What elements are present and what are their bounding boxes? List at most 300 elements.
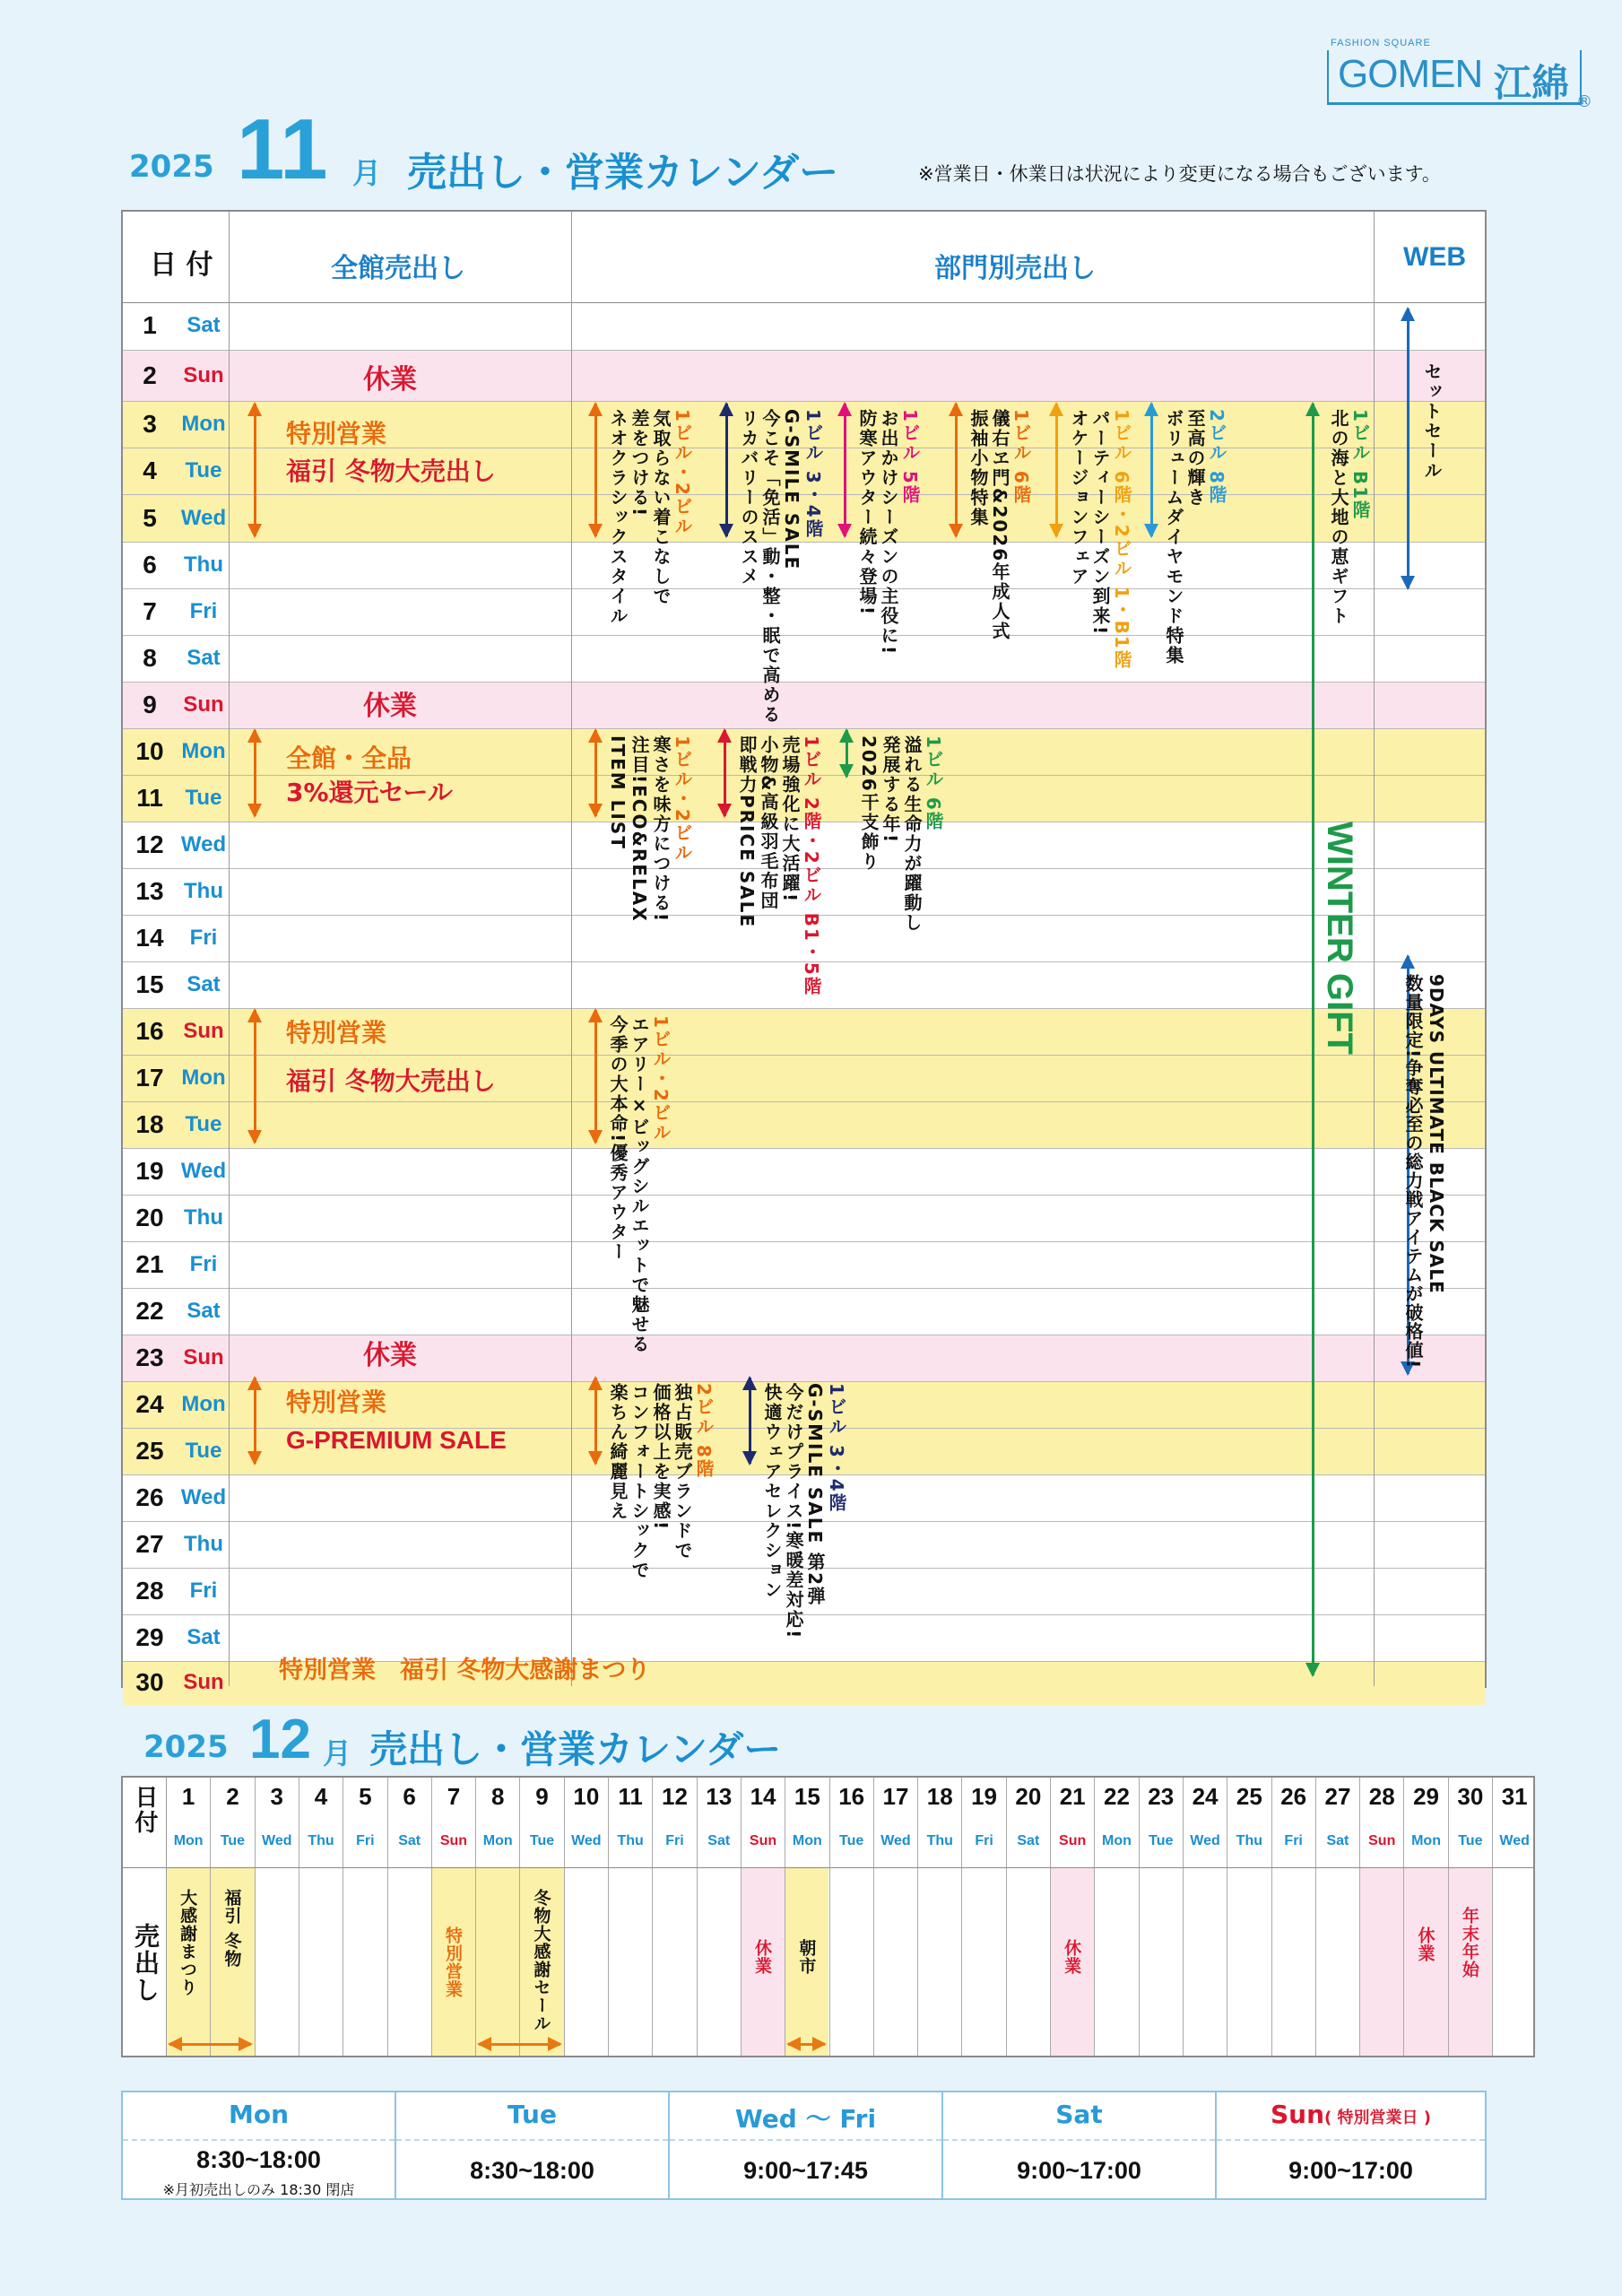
day-number: 1 xyxy=(143,310,157,339)
dec-event: 朝市 xyxy=(796,1939,817,1975)
dept-event-floor: 1ビル 3・4階 xyxy=(826,1383,847,1513)
day-number: 2 xyxy=(143,361,157,389)
logo-registered: ® xyxy=(1576,92,1592,111)
dec-day-number: 10 xyxy=(573,1783,600,1810)
dec-event: 福引 冬物 xyxy=(221,1889,242,1968)
dept-event-line: 発展する年! xyxy=(880,735,901,845)
dec-day-column xyxy=(1227,1778,1271,2056)
day-number: 10 xyxy=(135,737,164,765)
day-weekday: Sat xyxy=(186,1625,221,1649)
header-dept: 部門別売出し xyxy=(934,253,1096,284)
dept-event-floor: 1ビル 6階・2ビル 1・B1階 xyxy=(1111,409,1132,670)
day-number: 27 xyxy=(135,1530,164,1558)
dept-event-arrow xyxy=(594,1010,597,1143)
dept-event-line: 楽ちん綺麗見え xyxy=(607,1383,629,1521)
dec-day-weekday: Sat xyxy=(1017,1833,1040,1848)
dec-day-weekday: Sun xyxy=(439,1833,468,1848)
dept-event-arrow xyxy=(725,404,728,536)
dec-day-weekday: Wed xyxy=(1499,1833,1530,1848)
closed-label: 休業 xyxy=(363,1340,417,1371)
day-weekday: Fri xyxy=(189,599,218,623)
dept-event-line: 独占販売ブランドで xyxy=(672,1383,693,1561)
day-weekday: Wed xyxy=(180,1485,227,1509)
nov-month-suffix: 月 xyxy=(352,156,382,190)
day-number: 21 xyxy=(135,1250,164,1278)
day-row xyxy=(123,302,1485,350)
dec-day-column xyxy=(299,1778,343,2056)
day-number: 23 xyxy=(135,1344,164,1371)
hours-cell xyxy=(670,2092,943,2198)
hours-cell xyxy=(123,2092,396,2198)
dept-event xyxy=(607,409,693,626)
day-number: 12 xyxy=(135,831,164,858)
day-weekday: Fri xyxy=(189,926,218,950)
dec-event-arrow xyxy=(479,2043,560,2046)
dec-day-column xyxy=(873,1778,917,2056)
dept-event-line: 小物&高級羽毛布団 xyxy=(758,735,779,911)
dec-day-number: 4 xyxy=(314,1783,328,1810)
day-number: 25 xyxy=(135,1437,164,1465)
dec-title: 売出し・営業カレンダー xyxy=(369,1727,782,1771)
dec-month-suffix: 月 xyxy=(323,1736,352,1770)
dec-day-weekday: Fri xyxy=(356,1833,375,1848)
dec-day-column xyxy=(1359,1778,1403,2056)
dec-day-number: 15 xyxy=(794,1783,820,1810)
dept-event-line: 即戦力PRICE SALE xyxy=(736,735,758,929)
dept-event-floor: 1ビル・2ビル xyxy=(672,409,693,536)
dept-event xyxy=(858,735,944,933)
dec-event: 年末年始 xyxy=(1459,1907,1479,1979)
all-event-title: 特別営業 xyxy=(286,1387,387,1417)
winter-gift-arrow xyxy=(1312,404,1314,1675)
hours-time: 9:00~17:00 xyxy=(1017,2157,1141,2184)
dec-day-number: 16 xyxy=(838,1783,865,1810)
all-event-title: 全館・全品 xyxy=(286,744,412,773)
dec-day-number: 22 xyxy=(1103,1783,1130,1810)
hours-day xyxy=(396,2100,668,2129)
dec-day-number: 11 xyxy=(618,1783,643,1810)
dec-sale-label: 売出し xyxy=(131,1923,160,2004)
dec-event-arrow xyxy=(169,2043,251,2046)
closed-label: 休業 xyxy=(363,691,417,722)
dec-day-weekday: Mon xyxy=(482,1833,513,1848)
dept-event-line: 防寒アウター続々登場! xyxy=(856,409,878,617)
dept-event-arrow xyxy=(594,730,597,816)
dec-date-label: 日付 xyxy=(131,1785,158,1835)
dec-day-weekday: Mon xyxy=(1102,1833,1132,1848)
dec-day-column xyxy=(1006,1778,1050,2056)
day-weekday: Mon xyxy=(181,412,226,436)
dept-event-line: 儀右ヱ門&2026年成人式 xyxy=(989,409,1010,642)
dec-day-column xyxy=(387,1778,431,2056)
dec-event: 冬物大感謝セール xyxy=(531,1889,551,2032)
hours-day-note: ( 特別営業日 ) xyxy=(1324,2109,1432,2127)
dec-day-weekday: Mon xyxy=(173,1833,204,1848)
all-event-subtitle: 3%還元セール xyxy=(286,778,453,807)
dec-event: 休業 xyxy=(752,1939,773,1975)
day-row xyxy=(123,350,1485,402)
dept-event-arrow xyxy=(846,730,848,777)
dept-event xyxy=(736,735,822,996)
dec-day-column xyxy=(1403,1778,1447,2056)
dec-day-column xyxy=(475,1778,519,2056)
dept-event-line: お出かけシーズンの主役に! xyxy=(878,409,899,657)
dept-event-line: G-SMILE SALE xyxy=(781,409,802,571)
dept-event xyxy=(856,409,921,656)
day-number: 18 xyxy=(135,1110,164,1138)
web-event xyxy=(1401,974,1448,1369)
dept-event-arrow xyxy=(1055,404,1058,536)
december-calendar xyxy=(121,1776,1535,2057)
dec-day-weekday: Thu xyxy=(617,1833,644,1848)
dept-event xyxy=(607,735,693,923)
dept-event-line: 快適ウェアセレクション xyxy=(761,1383,783,1600)
dec-day-number: 29 xyxy=(1413,1783,1439,1810)
dec-day-number: 30 xyxy=(1457,1783,1484,1810)
dec-day-column xyxy=(1139,1778,1183,2056)
dec-year: 2025 xyxy=(143,1729,229,1765)
dec-day-number: 2 xyxy=(226,1783,239,1810)
logo-text: GOMEN xyxy=(1338,52,1483,96)
dec-day-number: 24 xyxy=(1192,1783,1219,1810)
dec-day-weekday: Sun xyxy=(749,1833,777,1848)
hours-time: 8:30~18:00 xyxy=(196,2146,321,2173)
hours-cell xyxy=(396,2092,670,2198)
hours-day xyxy=(1217,2100,1485,2129)
nov-note: ※営業日・休業日は状況により変更になる場合もございます。 xyxy=(918,163,1441,185)
dec-day-weekday: Fri xyxy=(665,1833,684,1848)
dept-event-line: 2026干支飾り xyxy=(858,735,880,872)
dec-event: 大感謝まつり xyxy=(178,1889,198,1996)
hours-day-label: Tue xyxy=(507,2100,557,2129)
day-weekday: Sat xyxy=(186,646,221,670)
dec-day-column xyxy=(343,1778,386,2056)
dec-day-column xyxy=(785,1778,828,2056)
all-event-title: 特別営業 xyxy=(286,1018,387,1048)
day-number: 22 xyxy=(135,1297,164,1325)
dec-day-number: 8 xyxy=(491,1783,505,1810)
dec-day-number: 13 xyxy=(706,1783,733,1810)
dec-day-weekday: Fri xyxy=(975,1833,993,1848)
dec-day-column xyxy=(741,1778,785,2056)
all-event-arrow xyxy=(254,1378,256,1464)
dec-day-column xyxy=(1094,1778,1138,2056)
web-event-line: 数量限定!争奪必至の総力戦アイテムが破格値! xyxy=(1402,974,1424,1370)
dec-day-column xyxy=(255,1778,299,2056)
dec-day-number: 27 xyxy=(1324,1783,1351,1810)
hours-cell xyxy=(1217,2092,1485,2198)
day-number: 7 xyxy=(143,597,157,625)
day-weekday: Sun xyxy=(183,1670,224,1694)
dec-day-weekday: Tue xyxy=(220,1833,246,1848)
dept-event-floor: 1ビル・2ビル xyxy=(650,1015,672,1143)
dept-event-line: 差をつける! xyxy=(629,409,650,518)
dec-day-column xyxy=(608,1778,652,2056)
hours-cell xyxy=(943,2092,1217,2198)
day-number: 6 xyxy=(143,551,157,578)
day-row xyxy=(123,1195,1485,1242)
dept-event-line: 1ビル 3・4階 xyxy=(802,409,824,539)
dept-event-line: 溢れる生命力が躍動し xyxy=(901,735,923,933)
dec-day-column xyxy=(697,1778,741,2056)
all-event-arrow xyxy=(254,1010,256,1143)
dec-day-weekday: Wed xyxy=(1190,1833,1220,1848)
dec-day-weekday: Sat xyxy=(707,1833,731,1848)
dept-event-line: オケージョンフェア xyxy=(1068,409,1089,587)
dept-event-floor: 1ビル・2ビル xyxy=(672,735,693,863)
dec-day-number: 25 xyxy=(1236,1783,1262,1810)
dec-day-number: 12 xyxy=(661,1783,688,1810)
dec-day-weekday: Sat xyxy=(1326,1833,1349,1848)
dept-event-arrow xyxy=(724,730,726,816)
logo-frame xyxy=(1327,50,1582,105)
dept-event-line: エアリー×ビッグシルエットで魅せる xyxy=(629,1015,650,1354)
day-number: 15 xyxy=(135,970,164,998)
dec-event: 休業 xyxy=(1062,1939,1082,1975)
dec-day-number: 19 xyxy=(971,1783,997,1810)
dec-day-weekday: Thu xyxy=(308,1833,334,1848)
dec-day-weekday: Wed xyxy=(571,1833,602,1848)
dept-event xyxy=(607,1015,672,1354)
dept-event-floor: 2ビル 8階 xyxy=(1206,409,1227,505)
day-number: 4 xyxy=(143,457,157,484)
all-event-arrow xyxy=(254,730,256,816)
dec-day-weekday: Sun xyxy=(1368,1833,1396,1848)
hours-day-label: Wed 〜 Fri xyxy=(734,2104,877,2134)
dept-event xyxy=(1328,409,1371,626)
dec-day-column xyxy=(431,1778,475,2056)
dec-day-weekday: Tue xyxy=(529,1833,555,1848)
dept-event-line: 今こそ「免活」動・整・眠で高める xyxy=(759,409,781,725)
day-number: 24 xyxy=(135,1390,164,1418)
day-number: 19 xyxy=(135,1157,164,1185)
dec-event-arrow xyxy=(788,2043,825,2046)
dept-event-floor: 1ビル 5階 xyxy=(899,409,921,505)
day-number: 13 xyxy=(135,877,164,905)
dec-day-number: 18 xyxy=(926,1783,953,1810)
header-date: 日 付 xyxy=(150,249,213,281)
hours-day xyxy=(123,2100,395,2129)
dec-day-weekday: Thu xyxy=(1236,1833,1262,1848)
dec-day-weekday: Mon xyxy=(1411,1833,1441,1848)
dept-event-line: パーティーシーズン到来! xyxy=(1089,409,1111,637)
dept-event xyxy=(761,1383,847,1639)
november-calendar xyxy=(121,210,1487,1696)
day-row xyxy=(123,1288,1485,1335)
all-event-subtitle: 福引 冬物大売出し xyxy=(286,1066,496,1096)
dec-day-column xyxy=(1271,1778,1315,2056)
day-weekday: Sat xyxy=(186,1299,221,1323)
dec-day-number: 23 xyxy=(1148,1783,1175,1810)
dec-day-weekday: Tue xyxy=(839,1833,864,1848)
day-weekday: Thu xyxy=(184,1205,223,1230)
dec-day-column xyxy=(829,1778,873,2056)
dec-day-weekday: Fri xyxy=(1284,1833,1303,1848)
dept-event-line: コンフォートシックで xyxy=(629,1383,650,1580)
dept-event xyxy=(1068,409,1132,670)
winter-gift-label: WINTER GIFT xyxy=(1320,822,1359,1055)
day-row xyxy=(123,1335,1485,1382)
day-number: 11 xyxy=(136,784,163,812)
dept-event xyxy=(1163,409,1227,665)
dec-day-column xyxy=(961,1778,1005,2056)
dept-event-line: 気取らない着こなしで xyxy=(650,409,672,606)
dept-event xyxy=(607,1383,715,1580)
closed-label: 休業 xyxy=(363,364,417,396)
day-weekday: Wed xyxy=(180,832,227,857)
day-weekday: Wed xyxy=(180,505,227,530)
all-event-title: 特別営業 xyxy=(286,419,387,448)
day-weekday: Sun xyxy=(183,692,224,717)
day-weekday: Fri xyxy=(189,1578,218,1603)
dept-event-arrow xyxy=(594,404,597,536)
day-number: 9 xyxy=(143,691,157,718)
web-arrow xyxy=(1407,309,1409,588)
day-row xyxy=(123,1101,1485,1149)
dept-event-floor: 2ビル 8階 xyxy=(693,1383,715,1479)
day-weekday: Thu xyxy=(184,1532,223,1556)
dec-day-column xyxy=(917,1778,961,2056)
day-weekday: Fri xyxy=(189,1252,218,1276)
day-number: 17 xyxy=(135,1064,164,1091)
dec-day-column xyxy=(1492,1778,1536,2056)
nov-year: 2025 xyxy=(129,149,214,185)
header-web: WEB xyxy=(1403,242,1466,272)
dept-event xyxy=(967,409,1032,641)
dept-event-arrow xyxy=(594,1378,597,1464)
day-number: 28 xyxy=(135,1577,164,1605)
day-weekday: Thu xyxy=(184,879,223,903)
web-event: セットセール xyxy=(1421,362,1443,481)
dec-day-column xyxy=(1183,1778,1227,2056)
day-number: 29 xyxy=(135,1623,164,1651)
all-event-subtitle: 福引 冬物大売出し xyxy=(286,457,496,486)
dec-day-column xyxy=(652,1778,696,2056)
dec-day-number: 14 xyxy=(750,1783,776,1810)
day-number: 20 xyxy=(135,1204,164,1231)
dept-event-floor: 1ビル 6階 xyxy=(923,735,944,831)
dept-event-floor: 1ビル B1階 xyxy=(1349,409,1371,521)
all-event-subtitle: G-PREMIUM SALE xyxy=(286,1426,507,1454)
hours-day-label: Sat xyxy=(1055,2100,1103,2129)
hours-day xyxy=(943,2100,1215,2129)
dec-day-weekday: Mon xyxy=(792,1833,822,1848)
dec-day-weekday: Tue xyxy=(1458,1833,1483,1848)
dept-event-floor: 1ビル 2階・2ビル B1・5階 xyxy=(801,735,822,996)
dept-event xyxy=(738,409,824,725)
day-number: 16 xyxy=(135,1017,164,1045)
dept-event-line: 振袖小物特集 xyxy=(967,409,989,527)
dept-event-line: 今だけプライス!寒暖差対応! xyxy=(783,1383,804,1640)
dec-day-weekday: Thu xyxy=(926,1833,953,1848)
day-number: 5 xyxy=(143,503,157,532)
dec-month: 12 xyxy=(249,1709,311,1770)
all-event-arrow xyxy=(254,404,256,536)
dept-event-line: G-SMILE SALE 第2弾 xyxy=(804,1383,826,1607)
nov-month: 11 xyxy=(237,101,328,197)
day-weekday: Sat xyxy=(186,972,221,996)
day-weekday: Tue xyxy=(185,1439,222,1463)
dec-event: 休業 xyxy=(1415,1926,1436,1962)
dept-event-line: ボリュームダイヤモンド特集 xyxy=(1163,409,1184,665)
day-weekday: Wed xyxy=(180,1159,227,1183)
dept-event-line: 北の海と大地の恵ギフト xyxy=(1328,409,1349,626)
dec-day-weekday: Tue xyxy=(1149,1833,1174,1848)
day-weekday: Sun xyxy=(183,362,224,387)
dept-event-line: リカバリーのススメ xyxy=(738,409,759,587)
nov-title: 売出し・営業カレンダー xyxy=(407,150,839,196)
day-weekday: Tue xyxy=(185,458,222,483)
dec-day-column xyxy=(1315,1778,1359,2056)
day-weekday: Mon xyxy=(181,1065,226,1090)
day-weekday: Sun xyxy=(183,1019,224,1043)
dept-event-arrow xyxy=(1150,404,1153,536)
dept-event-floor: 1ビル 6階 xyxy=(1010,409,1032,505)
day-row xyxy=(123,1241,1485,1289)
business-hours xyxy=(121,2091,1487,2200)
dec-day-number: 3 xyxy=(270,1783,283,1810)
dec-day-number: 5 xyxy=(359,1783,372,1810)
day-number: 26 xyxy=(135,1483,164,1511)
dec-day-number: 28 xyxy=(1368,1783,1395,1810)
dec-day-number: 17 xyxy=(882,1783,909,1810)
hours-time: 8:30~18:00 xyxy=(470,2157,594,2184)
day-weekday: Mon xyxy=(181,1392,226,1416)
dec-day-number: 1 xyxy=(181,1783,195,1810)
logo-subtitle: FASHION SQUARE xyxy=(1331,38,1431,48)
day-weekday: Tue xyxy=(185,1112,222,1136)
logo-kanji: 江綿 xyxy=(1493,61,1569,105)
hours-note: ※月初売出しのみ 18:30 閉店 xyxy=(162,2181,355,2198)
dec-day-weekday: Sat xyxy=(398,1833,421,1848)
day-weekday: Tue xyxy=(185,786,222,810)
dec-day-number: 21 xyxy=(1059,1783,1086,1810)
dept-event-line: 今季の大本命!優秀アウター xyxy=(607,1015,629,1263)
dept-event-arrow xyxy=(955,404,958,536)
hours-day-label: Mon xyxy=(228,2100,290,2129)
hours-day-label: Sun xyxy=(1270,2100,1325,2129)
dec-day-number: 31 xyxy=(1501,1783,1528,1810)
dec-day-number: 20 xyxy=(1015,1783,1042,1810)
dec-day-number: 7 xyxy=(447,1783,461,1810)
dec-day-number: 6 xyxy=(403,1783,416,1810)
dec-day-column xyxy=(1050,1778,1094,2056)
day-number: 14 xyxy=(135,924,164,952)
dept-event-line: 価格以上を実感! xyxy=(650,1383,672,1532)
day-weekday: Mon xyxy=(181,739,226,763)
brand-logo xyxy=(1327,38,1592,115)
dec-event: 特別営業 xyxy=(442,1926,463,1998)
dec-day-weekday: Wed xyxy=(262,1833,292,1848)
dec-day-weekday: Wed xyxy=(880,1833,911,1848)
dept-event-line: 注目!ECO&RELAX xyxy=(629,735,650,923)
dept-event-line: 寒さを味方につける! xyxy=(650,735,672,924)
dept-event-arrow xyxy=(844,404,846,536)
header-all: 全館売出し xyxy=(331,253,465,284)
dec-day-column xyxy=(564,1778,608,2056)
web-event-line: 9DAYS ULTIMATE BLACK SALE xyxy=(1426,974,1447,1294)
day-weekday: Sat xyxy=(186,312,221,337)
day-number: 8 xyxy=(143,644,157,672)
dec-day-number: 26 xyxy=(1280,1783,1307,1810)
hours-time: 9:00~17:00 xyxy=(1288,2157,1413,2184)
day-number: 30 xyxy=(135,1668,164,1696)
day-row xyxy=(123,1148,1485,1196)
day-weekday: Thu xyxy=(184,552,223,577)
all-event-title: 特別営業 福引 冬物大感謝まつり xyxy=(279,1657,651,1684)
dec-day-number: 9 xyxy=(535,1783,549,1810)
dept-event-line: 売場強化に大活躍! xyxy=(779,735,801,904)
